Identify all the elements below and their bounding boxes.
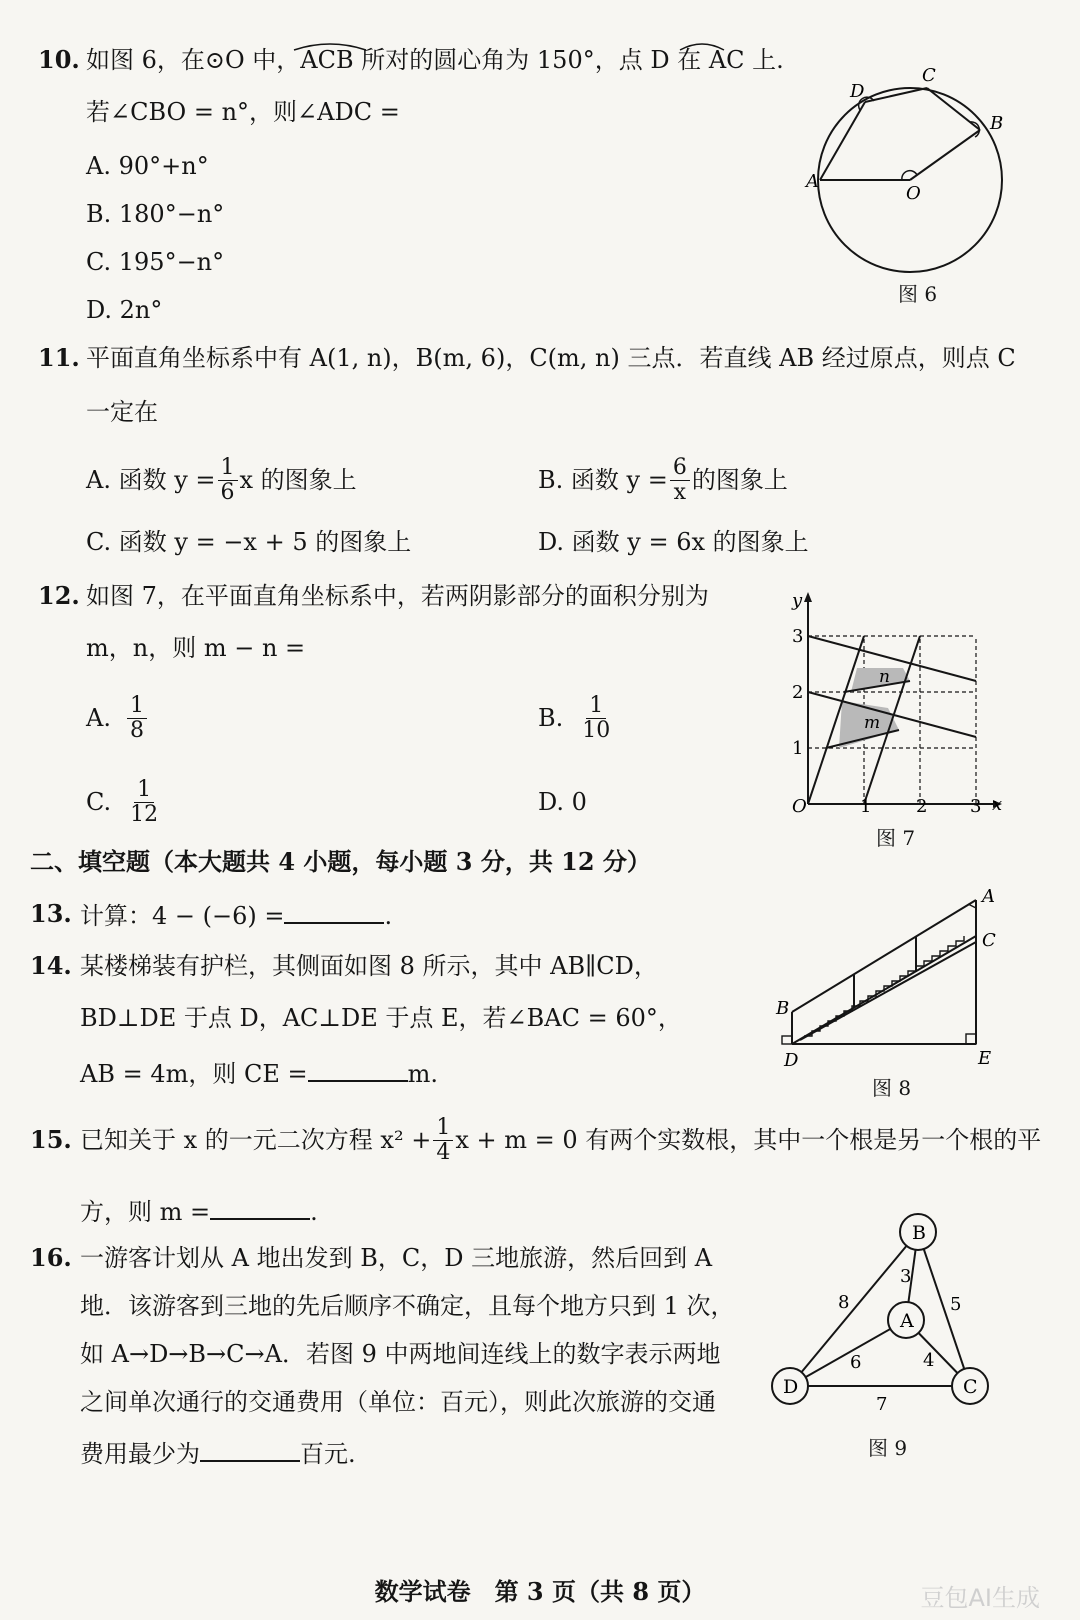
q12-option-a-label: A. [86, 704, 111, 732]
q14-stem-line1: 某楼梯装有护栏，其侧面如图 8 所示，其中 AB∥CD， [80, 952, 658, 980]
fig9-edge-ad: 6 [850, 1352, 862, 1373]
q12-option-c-label: C. [86, 788, 112, 816]
fig6-label-d: D [850, 81, 865, 102]
fig9-node-a: A [900, 1310, 914, 1332]
q10-stem-line2: 若∠CBO = n°，则∠ADC = [86, 98, 400, 126]
fig6-label-b: B [990, 113, 1004, 134]
fig9-edge-ab: 3 [900, 1266, 912, 1287]
q14-answer-blank [308, 1056, 408, 1082]
q15-line2-end: . [310, 1198, 318, 1226]
q12-option-b-den: 10 [582, 717, 611, 743]
q11-option-b-fraction [670, 456, 690, 505]
fig9-edge-ac: 4 [923, 1350, 935, 1371]
q14-stem-line2: BD⊥DE 于点 D，AC⊥DE 于点 E，若∠BAC = 60°， [80, 1004, 682, 1032]
q11-option-a-num: 1 [218, 456, 238, 481]
q11-option-c: C. 函数 y = −x + 5 的图象上 [86, 528, 412, 556]
arc-mark-ac [676, 38, 728, 52]
q12-option-c [86, 772, 163, 832]
q10-stem-line1: 如图 6，在⊙O 中，ACB 所对的圆心角为 150°，点 D 在 AC 上. [86, 46, 784, 74]
q14-number: 14. [30, 951, 72, 980]
q16-stem-line2: 地．该游客到三地的先后顺序不确定，且每个地方只到 1 次， [80, 1292, 735, 1320]
figure-9-caption: 图 9 [868, 1436, 908, 1460]
q12-option-b [538, 688, 615, 748]
fig8-label-b: B [776, 998, 790, 1019]
q10-option-a: A. 90°+n° [86, 152, 209, 180]
q12-option-c-den: 12 [130, 801, 159, 827]
q13-number: 13. [30, 899, 72, 928]
q11-option-b-prefix: B. 函数 y = [538, 466, 668, 494]
q16-stem-line4: 之间单次通行的交通费用（单位：百元），则此次旅游的交通 [80, 1388, 716, 1416]
fig9-node-b: B [912, 1222, 926, 1244]
q12-option-a-fraction [127, 694, 147, 743]
fig8-label-a: A [982, 886, 995, 907]
figure-6-circle [790, 55, 1020, 315]
q16-number: 16. [30, 1243, 72, 1272]
q12-option-a [86, 688, 149, 748]
fig7-y-tick-2: 2 [792, 682, 804, 703]
q11-option-b-num: 6 [670, 456, 690, 481]
q15-line1-pre: 已知关于 x 的一元二次方程 x² + [80, 1126, 432, 1154]
q11-option-a-den: 6 [220, 479, 235, 505]
q16-stem-line5 [80, 1436, 356, 1470]
q13-text: 计算：4 − (−6) = [80, 902, 285, 930]
q13-line [80, 898, 392, 932]
q12-number: 12. [38, 581, 80, 610]
figure-9-graph [760, 1210, 1010, 1425]
q12-option-b-label: B. [538, 704, 564, 732]
q14-line3-unit: m. [407, 1060, 439, 1088]
q11-stem-line1: 平面直角坐标系中有 A(1, n)，B(m, 6)，C(m, n) 三点．若直线 AB 经过原点，则点 C [86, 344, 1016, 372]
q15-frac-den: 4 [436, 1139, 451, 1165]
fig7-y-tick-3: 3 [792, 626, 804, 647]
fig7-x-tick-1: 1 [860, 796, 872, 817]
q15-fraction [433, 1116, 453, 1165]
q15-number: 15. [30, 1125, 72, 1154]
fig9-edge-bd: 8 [838, 1292, 850, 1313]
q15-stem-line1 [80, 1110, 1041, 1170]
q11-stem-line2: 一定在 [86, 398, 158, 426]
arc-mark-acb [290, 38, 370, 52]
figure-7-grid [786, 586, 1016, 826]
q12-option-b-num: 1 [586, 694, 606, 719]
q14-line3-text: AB = 4m，则 CE = [80, 1060, 308, 1088]
q11-option-a-fraction [218, 456, 238, 505]
fig7-y-label: y [792, 590, 803, 611]
q15-line1-post: x + m = 0 有两个实数根，其中一个根是另一个根的平 [455, 1126, 1042, 1154]
q15-stem-line2 [80, 1194, 318, 1228]
q12-option-c-fraction [127, 778, 161, 827]
q11-option-b-suffix: 的图象上 [691, 466, 788, 494]
q13-end: . [384, 902, 393, 930]
q15-line2-text: 方，则 m = [80, 1198, 211, 1226]
q12-stem-line2: m，n，则 m − n = [86, 634, 306, 662]
fig7-region-n: n [879, 667, 890, 687]
fig6-label-a: A [806, 171, 819, 192]
q10-option-c: C. 195°−n° [86, 248, 225, 276]
fig7-x-tick-3: 3 [970, 796, 982, 817]
q15-frac-num: 1 [433, 1116, 453, 1141]
q12-option-c-num: 1 [134, 778, 154, 803]
q16-stem-line3: 如 A→D→B→C→A．若图 9 中两地间连线上的数字表示两地 [80, 1340, 721, 1368]
q11-option-a-prefix: A. 函数 y = [86, 466, 216, 494]
figure-7-caption: 图 7 [876, 826, 916, 850]
q16-line5-unit: 百元. [300, 1440, 356, 1468]
fig7-region-m: m [864, 713, 881, 733]
q16-answer-blank [200, 1436, 300, 1462]
fig9-node-d: D [783, 1376, 799, 1398]
q11-option-b-den: x [673, 479, 687, 505]
fig7-y-tick-1: 1 [792, 738, 804, 759]
figure-8-caption: 图 8 [872, 1076, 912, 1100]
fig7-origin: O [792, 796, 807, 817]
fig7-x-label: x [992, 794, 1003, 815]
q11-option-a-suffix: x 的图象上 [239, 466, 357, 494]
q13-answer-blank [284, 898, 384, 924]
figure-6-caption: 图 6 [898, 282, 938, 306]
q16-line5-text: 费用最少为 [80, 1440, 200, 1468]
q10-number: 10. [38, 45, 80, 74]
fig6-label-o: O [906, 183, 921, 204]
fig6-label-c: C [922, 65, 936, 86]
fig9-edge-dc: 7 [876, 1394, 888, 1415]
q12-stem-line1: 如图 7，在平面直角坐标系中，若两阴影部分的面积分别为 [86, 582, 709, 610]
q10-option-d: D. 2n° [86, 296, 163, 324]
fig9-node-c: C [963, 1376, 978, 1398]
fig9-edge-bc: 5 [950, 1294, 962, 1315]
watermark: 豆包AI生成 [920, 1584, 1040, 1612]
q12-option-d: D. 0 [538, 788, 587, 816]
q11-option-a [86, 452, 357, 508]
q16-stem-line1: 一游客计划从 A 地出发到 B，C，D 三地旅游，然后回到 A [80, 1244, 713, 1272]
fig8-label-e: E [978, 1048, 992, 1066]
q15-answer-blank [210, 1194, 310, 1220]
q10-option-b: B. 180°−n° [86, 200, 225, 228]
fig8-label-d: D [784, 1050, 799, 1066]
figure-8-stairs [770, 886, 1030, 1066]
q14-stem-line3 [80, 1056, 438, 1090]
q12-option-a-num: 1 [127, 694, 147, 719]
page-footer: 数学试卷 第 3 页（共 8 页） [374, 1577, 706, 1606]
q11-option-b [538, 452, 788, 508]
section-2-heading: 二、填空题（本大题共 4 小题，每小题 3 分，共 12 分） [30, 847, 651, 876]
q12-option-a-den: 8 [129, 717, 144, 743]
q11-option-d: D. 函数 y = 6x 的图象上 [538, 528, 809, 556]
q11-number: 11. [38, 343, 80, 372]
q12-option-b-fraction [579, 694, 613, 743]
fig7-x-tick-2: 2 [916, 796, 928, 817]
fig8-label-c: C [982, 930, 996, 951]
